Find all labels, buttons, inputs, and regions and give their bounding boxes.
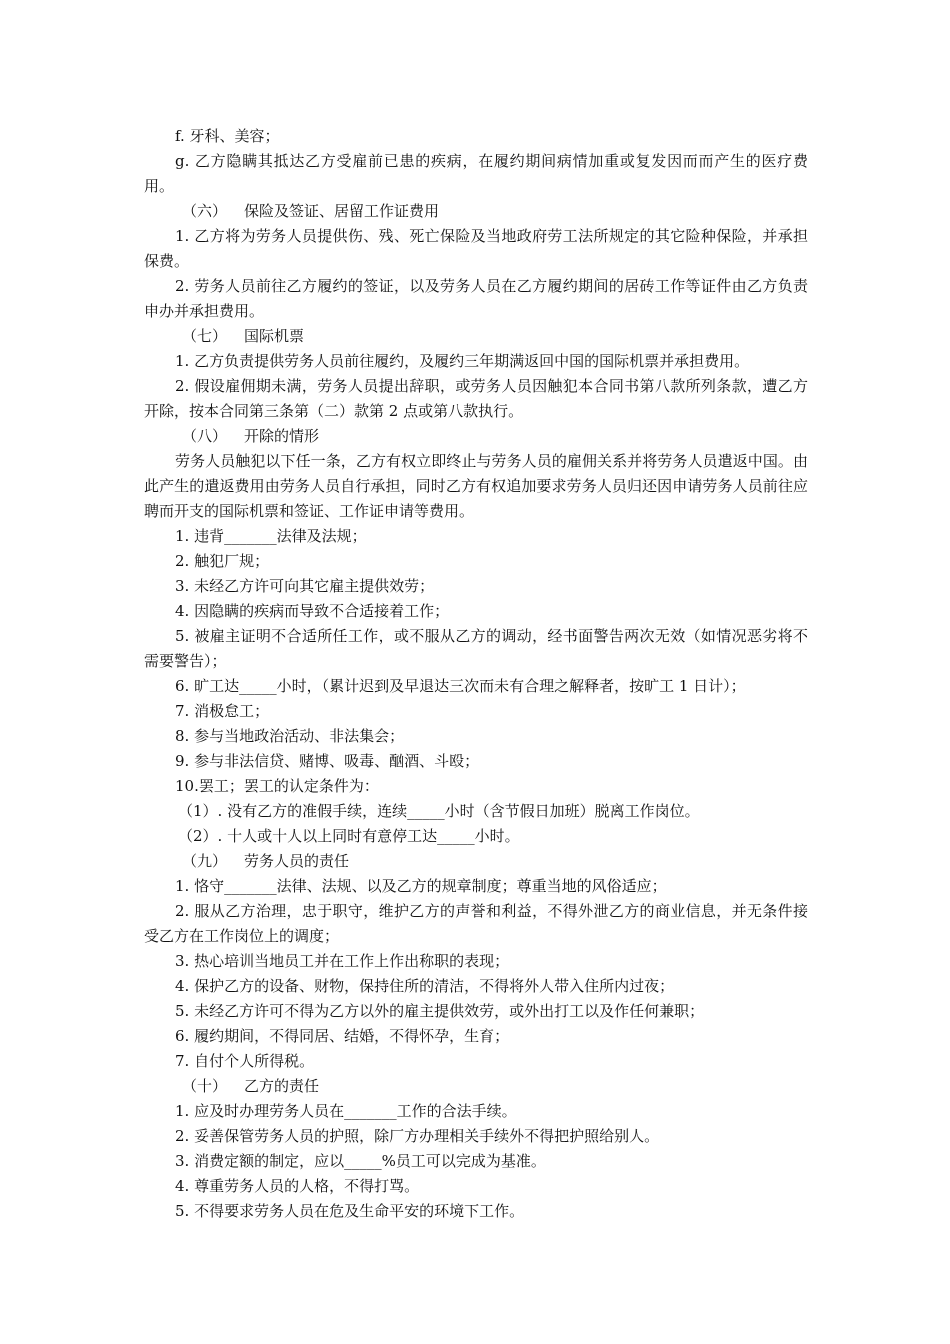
section-8-item-1: 1. 违背_______法律及法规； (175, 527, 367, 545)
section-7-item-1: 1. 乙方负责提供劳务人员前往履约，及履约三年期满返回中国的国际机票并承担费用。 (175, 352, 750, 370)
section-9-item-7: 7. 自付个人所得税。 (175, 1052, 315, 1070)
section-8-item-8: 8. 参与当地政治活动、非法集会； (175, 727, 405, 745)
section-8-item-10: 10.罢工；罢工的认定条件为： (175, 777, 379, 795)
section-8-item-2: 2. 触犯厂规； (175, 552, 270, 570)
section-7-heading (144, 324, 808, 349)
section-7-item-2: 2. 假设雇佣期未满，劳务人员提出辞职，或劳务人员因触犯本合同书第八款所列条款，遭乙方开除，按本合同第三条第（二）款第 2 点或第八款执行。 (144, 377, 808, 420)
section-9-item-6: 6. 履约期间，不得同居、结婚，不得怀孕，生育； (175, 1027, 510, 1045)
section-10-item-3: 3. 消费定额的制定，应以_____%员工可以完成为基准。 (175, 1152, 546, 1170)
section-6-heading (144, 199, 808, 224)
item-f: f. 牙科、美容； (175, 127, 280, 145)
section-9-item-5: 5. 未经乙方许可不得为乙方以外的雇主提供效劳，或外出打工以及作任何兼职； (175, 1002, 705, 1020)
section-9-item-1: 1. 恪守_______法律、法规、以及乙方的规章制度；尊重当地的风俗适应； (175, 877, 667, 895)
section-title: 保险及签证、居留工作证费用 (244, 202, 440, 220)
document-body (144, 124, 808, 1224)
section-8-intro: 劳务人员触犯以下任一条，乙方有权立即终止与劳务人员的雇佣关系并将劳务人员遣返中国。由此产生的遣返费用由劳务人员自行承担，同时乙方有权追加要求劳务人员归还因申请劳务人员前往应聘而开支的国际机票和签证、工作证申请等费用。 (144, 452, 808, 520)
section-number: （七） (182, 327, 228, 345)
section-title: 乙方的责任 (244, 1077, 320, 1095)
section-8-heading (144, 424, 808, 449)
section-8-item-3: 3. 未经乙方许可向其它雇主提供效劳； (175, 577, 435, 595)
section-title: 劳务人员的责任 (244, 852, 350, 870)
section-8-item-5: 5. 被雇主证明不合适所任工作，或不服从乙方的调动，经书面警告两次无效（如情况恶劣将不需要警告）； (144, 627, 808, 670)
item-g: g. 乙方隐瞒其抵达乙方受雇前已患的疾病，在履约期间病情加重或复发因而而产生的医疗费用。 (144, 152, 808, 195)
section-9-item-2: 2. 服从乙方治理，忠于职守，维护乙方的声誉和利益，不得外泄乙方的商业信息，并无条件接受乙方在工作岗位上的调度； (144, 902, 808, 945)
section-number: （八） (182, 427, 228, 445)
section-10-item-5: 5. 不得要求劳务人员在危及生命平安的环境下工作。 (175, 1202, 525, 1220)
section-number: （六） (182, 202, 228, 220)
section-8-item-6: 6. 旷工达_____小时，（累计迟到及早退达三次而未有合理之解释者，按旷工 1 日计）； (175, 677, 746, 695)
section-10-item-4: 4. 尊重劳务人员的人格，不得打骂。 (175, 1177, 420, 1195)
section-title: 开除的情形 (244, 427, 320, 445)
section-title: 国际机票 (244, 327, 305, 345)
section-8-item-10-2: （2）. 十人或十人以上同时有意停工达_____小时。 (178, 827, 520, 845)
section-number: （九） (182, 852, 228, 870)
section-8-item-9: 9. 参与非法信贷、赌博、吸毒、酗酒、斗殴； (175, 752, 480, 770)
section-9-item-3: 3. 热心培训当地员工并在工作上作出称职的表现； (175, 952, 510, 970)
section-9-item-4: 4. 保护乙方的设备、财物，保持住所的清洁，不得将外人带入住所内过夜； (175, 977, 675, 995)
section-number: （十） (182, 1077, 228, 1095)
section-6-item-1: 1. 乙方将为劳务人员提供伤、残、死亡保险及当地政府劳工法所规定的其它险种保险，并承担保费。 (144, 227, 808, 270)
section-10-item-1: 1. 应及时办理劳务人员在_______工作的合法手续。 (175, 1102, 517, 1120)
section-8-item-7: 7. 消极怠工； (175, 702, 270, 720)
section-8-item-4: 4. 因隐瞒的疾病而导致不合适接着工作； (175, 602, 450, 620)
section-10-heading (144, 1074, 808, 1099)
section-8-item-10-1: （1）. 没有乙方的准假手续，连续_____小时（含节假日加班）脱离工作岗位。 (178, 802, 700, 820)
section-10-item-2: 2. 妥善保管劳务人员的护照，除厂方办理相关手续外不得把护照给别人。 (175, 1127, 660, 1145)
section-9-heading (144, 849, 808, 874)
section-6-item-2: 2. 劳务人员前往乙方履约的签证，以及劳务人员在乙方履约期间的居砖工作等证件由乙方负责申办并承担费用。 (144, 277, 808, 320)
